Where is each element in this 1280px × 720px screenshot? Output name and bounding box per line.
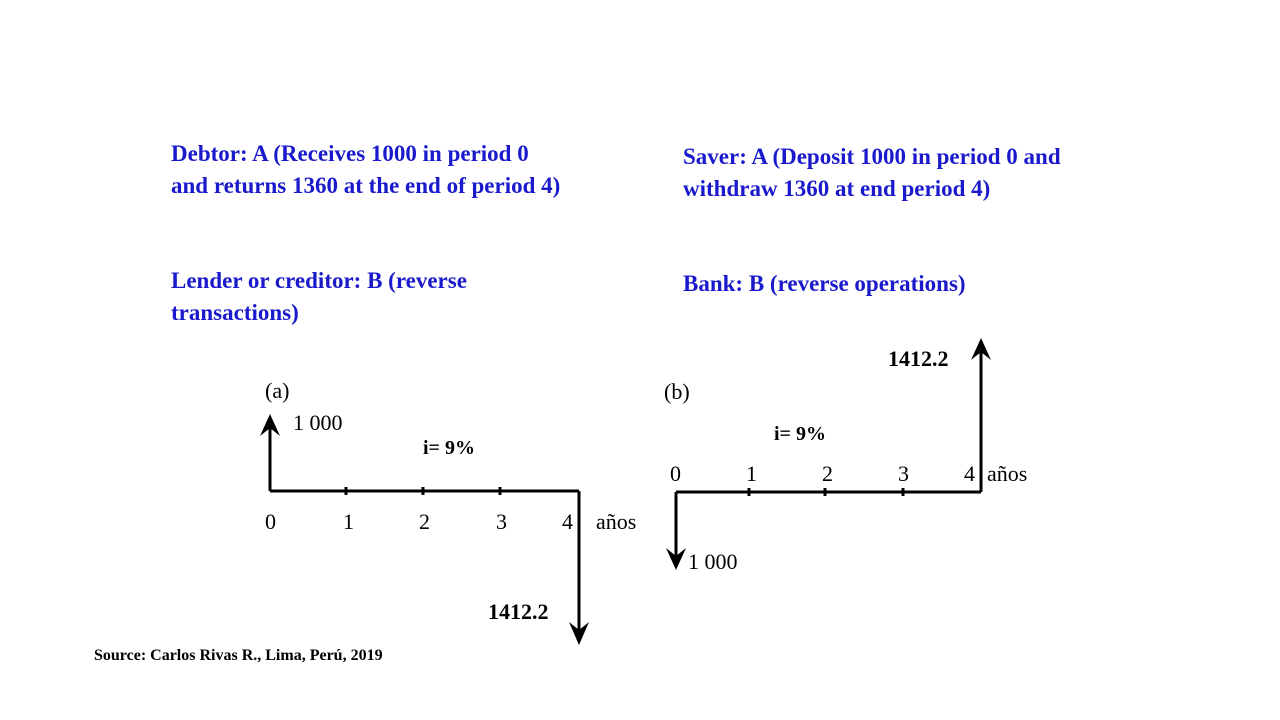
lender-description: Lender or creditor: B (reverse transactions) [171, 268, 467, 325]
source-citation: Source: Carlos Rivas R., Lima, Perú, 2019 [94, 647, 383, 664]
diagram-a-period-2: 2 [419, 509, 430, 534]
diagram-a-unit: años [596, 509, 637, 534]
diagram-a-period-0: 0 [265, 509, 276, 534]
diagram-b-outflow-value: 1 000 [688, 549, 738, 574]
diagram-a-period-4: 4 [562, 509, 573, 534]
diagram-b-rate: i= 9% [774, 423, 826, 445]
saver-description: Saver: A (Deposit 1000 in period 0 and withdraw 1360 at end period 4) [683, 144, 1061, 201]
diagram-b-period-4: 4 [964, 461, 975, 486]
diagram-b [664, 338, 1027, 574]
diagram-a [260, 378, 636, 645]
diagram-b-label: (b) [664, 379, 690, 404]
diagram-b-period-1: 1 [746, 461, 757, 486]
diagram-a-period-3: 3 [496, 509, 507, 534]
bank-description: Bank: B (reverse operations) [683, 271, 966, 296]
diagram-b-inflow-value: 1412.2 [888, 346, 949, 371]
diagram-b-period-3: 3 [898, 461, 909, 486]
diagram-a-inflow-value: 1 000 [293, 410, 343, 435]
diagram-a-label: (a) [265, 378, 290, 403]
diagram-b-period-0: 0 [670, 461, 681, 486]
diagram-a-period-1: 1 [343, 509, 354, 534]
diagram-b-period-2: 2 [822, 461, 833, 486]
diagram-a-outflow-value: 1412.2 [488, 599, 549, 624]
debtor-description: Debtor: A (Receives 1000 in period 0 and returns 1360 at the end of period 4) [171, 141, 561, 198]
diagram-a-rate: i= 9% [423, 437, 475, 459]
diagram-b-unit: años [987, 461, 1028, 486]
